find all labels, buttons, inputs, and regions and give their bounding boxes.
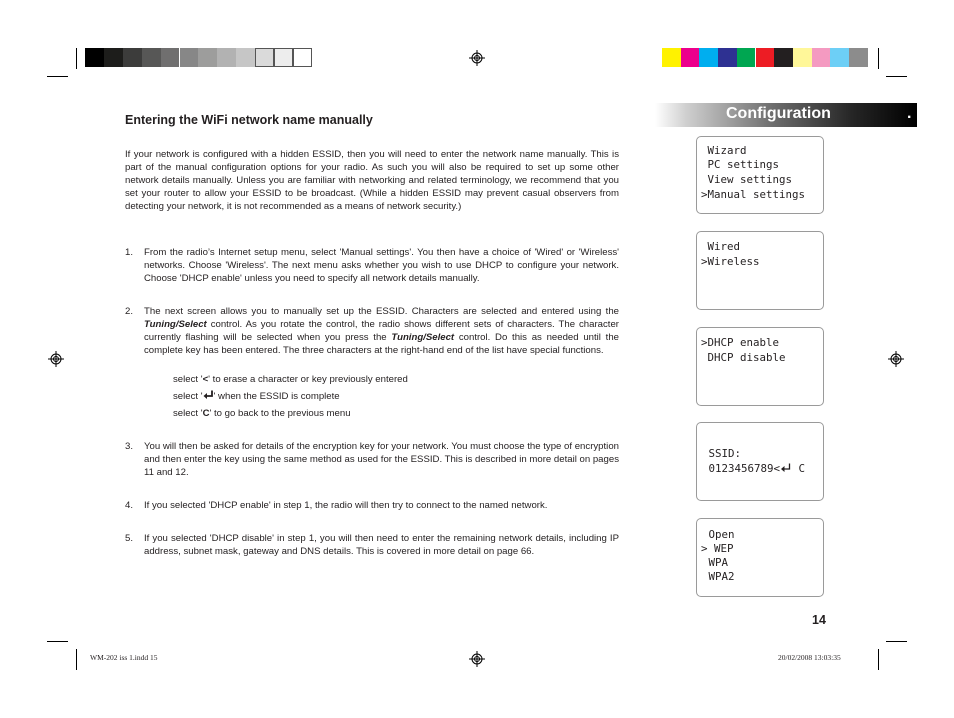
step-number: 3. (125, 441, 134, 452)
color-swatch (274, 48, 293, 67)
crop-mark (47, 76, 68, 77)
color-swatch (198, 48, 217, 67)
step-3 (125, 440, 619, 479)
special-char-erase (173, 373, 408, 386)
color-swatch (180, 48, 199, 67)
special-char-back (173, 407, 351, 420)
color-swatch (756, 48, 775, 67)
lcd-line (702, 462, 805, 477)
lcd-screen-network-type (696, 231, 824, 310)
section-title: Entering the WiFi network name manually (125, 113, 373, 127)
color-swatch (681, 48, 700, 67)
color-swatch (699, 48, 718, 67)
step-text (144, 305, 619, 357)
color-swatch (812, 48, 831, 67)
control-name: Tuning/Select (144, 319, 207, 331)
lcd-ssid-back-char: C (792, 462, 806, 475)
color-swatch (793, 48, 812, 67)
color-swatch (737, 48, 756, 67)
step-text: If you selected 'DHCP disable' in step 1, you will then need to enter the remaining network details, including IP address, subnet mask, gateway and DNS details. This is covered in more detail on page 66. (144, 533, 619, 558)
color-swatch (85, 48, 104, 67)
color-swatch (161, 48, 180, 67)
lcd-line-selected: >Wireless (701, 255, 760, 268)
lcd-line-selected: >DHCP enable (701, 336, 780, 349)
lcd-line: WPA2 (702, 570, 735, 583)
footer-timestamp: 20/02/2008 13:03:35 (778, 653, 841, 662)
crop-mark (886, 641, 907, 642)
special-char-description: ' to erase a character or key previously entered (208, 374, 408, 385)
step-text-part: control. As you rotate the control, the radio shows different sets of characters. The character currently flashing will be selected when you press the (144, 319, 619, 344)
lcd-line: DHCP disable (701, 351, 786, 364)
crop-mark (76, 48, 77, 69)
registration-target-icon (469, 50, 485, 66)
return-arrow-icon (203, 390, 214, 400)
lcd-line-selected: >Manual settings (701, 188, 806, 201)
control-name: Tuning/Select (391, 332, 455, 344)
lcd-screen-ssid-entry (696, 422, 824, 501)
color-swatch (123, 48, 142, 67)
color-swatch (774, 48, 793, 67)
special-char-prefix: select ' (173, 391, 203, 402)
step-text: From the radio’s Internet setup menu, select 'Manual settings'. You then have a choice of 'Wired' or 'Wireless' networks. Choose 'Wireless'. The next menu asks whether you wish to use DHCP to configure your network. Choose 'DHCP enable' unless you need to specify all network details manually. (144, 247, 619, 285)
crop-mark (878, 649, 879, 670)
step-number: 1. (125, 247, 134, 258)
color-swatch (255, 48, 274, 67)
color-swatch (662, 48, 681, 67)
step-text: You will then be asked for details of the encryption key for your network. You must choose the type of encryption and then enter the key using the same method as used for the ESSID. This is described in more detail on pages 11 and 12. (144, 441, 619, 479)
crop-mark (76, 649, 77, 670)
special-char-complete (173, 390, 340, 403)
color-swatch (217, 48, 236, 67)
lcd-line: SSID: (702, 447, 742, 460)
lcd-line: PC settings (701, 158, 780, 171)
lcd-line: Wizard (701, 144, 747, 157)
special-char: C (202, 408, 210, 419)
step-5 (125, 532, 619, 558)
color-swatch (830, 48, 849, 67)
crop-mark (878, 48, 879, 69)
lcd-ssid-characters: 0123456789< (702, 462, 781, 475)
step-number: 2. (125, 306, 134, 317)
special-char-prefix: select ' (173, 408, 203, 419)
return-arrow-icon (780, 463, 792, 473)
step-text-part: control. Do this as needed until the complete key has been entered. The three characters at the right-hand end of the list have special functions. (144, 332, 619, 357)
section-header-dot: . (907, 105, 912, 122)
intro-paragraph: If your network is configured with a hidden ESSID, then you will need to enter the network name manually. This is part of the manual configuration options for your radio. As such you will also be required to set up some other network details manually. Unless you are familiar with networking and related terminology, we recommend that you set your router to allow your ESSID to be broadcast. (While a hidden ESSID may prevent casual observers from detecting your network, it is not recommended as a means of network security.) (125, 149, 619, 213)
lcd-line: WPA (702, 556, 729, 569)
lcd-screen-internet-setup (696, 136, 824, 214)
special-char-description: ' when the ESSID is complete (213, 391, 340, 402)
crop-mark (886, 76, 907, 77)
step-2 (125, 305, 619, 357)
special-char: < (202, 374, 209, 385)
page-number: 14 (812, 613, 826, 627)
lcd-line: Wired (701, 240, 741, 253)
color-swatch (293, 48, 312, 67)
registration-target-icon (469, 651, 485, 667)
step-text-part: The next screen allows you to manually set up the ESSID. Characters are selected and entered using the (144, 306, 619, 317)
color-swatch (142, 48, 161, 67)
color-swatch (236, 48, 255, 67)
footer-file-name: WM-202 iss 1.indd 15 (90, 653, 158, 662)
crop-mark (47, 641, 68, 642)
step-1 (125, 246, 619, 285)
special-char-description: ' to go back to the previous menu (209, 408, 351, 419)
color-swatch (104, 48, 123, 67)
section-header-title: Configuration (726, 105, 831, 122)
registration-target-icon (888, 351, 904, 367)
lcd-line: Open (702, 528, 735, 541)
color-swatch (718, 48, 737, 67)
step-text: If you selected 'DHCP enable' in step 1, the radio will then try to connect to the named network. (144, 500, 548, 511)
lcd-screen-encryption (696, 518, 824, 597)
color-swatch (849, 48, 868, 67)
step-number: 4. (125, 500, 134, 511)
lcd-screen-dhcp (696, 327, 824, 406)
step-number: 5. (125, 533, 134, 544)
lcd-line-selected: > WEP (701, 542, 734, 555)
special-char-prefix: select ' (173, 374, 203, 385)
step-4 (125, 499, 619, 512)
registration-target-icon (48, 351, 64, 367)
lcd-line: View settings (701, 173, 793, 186)
